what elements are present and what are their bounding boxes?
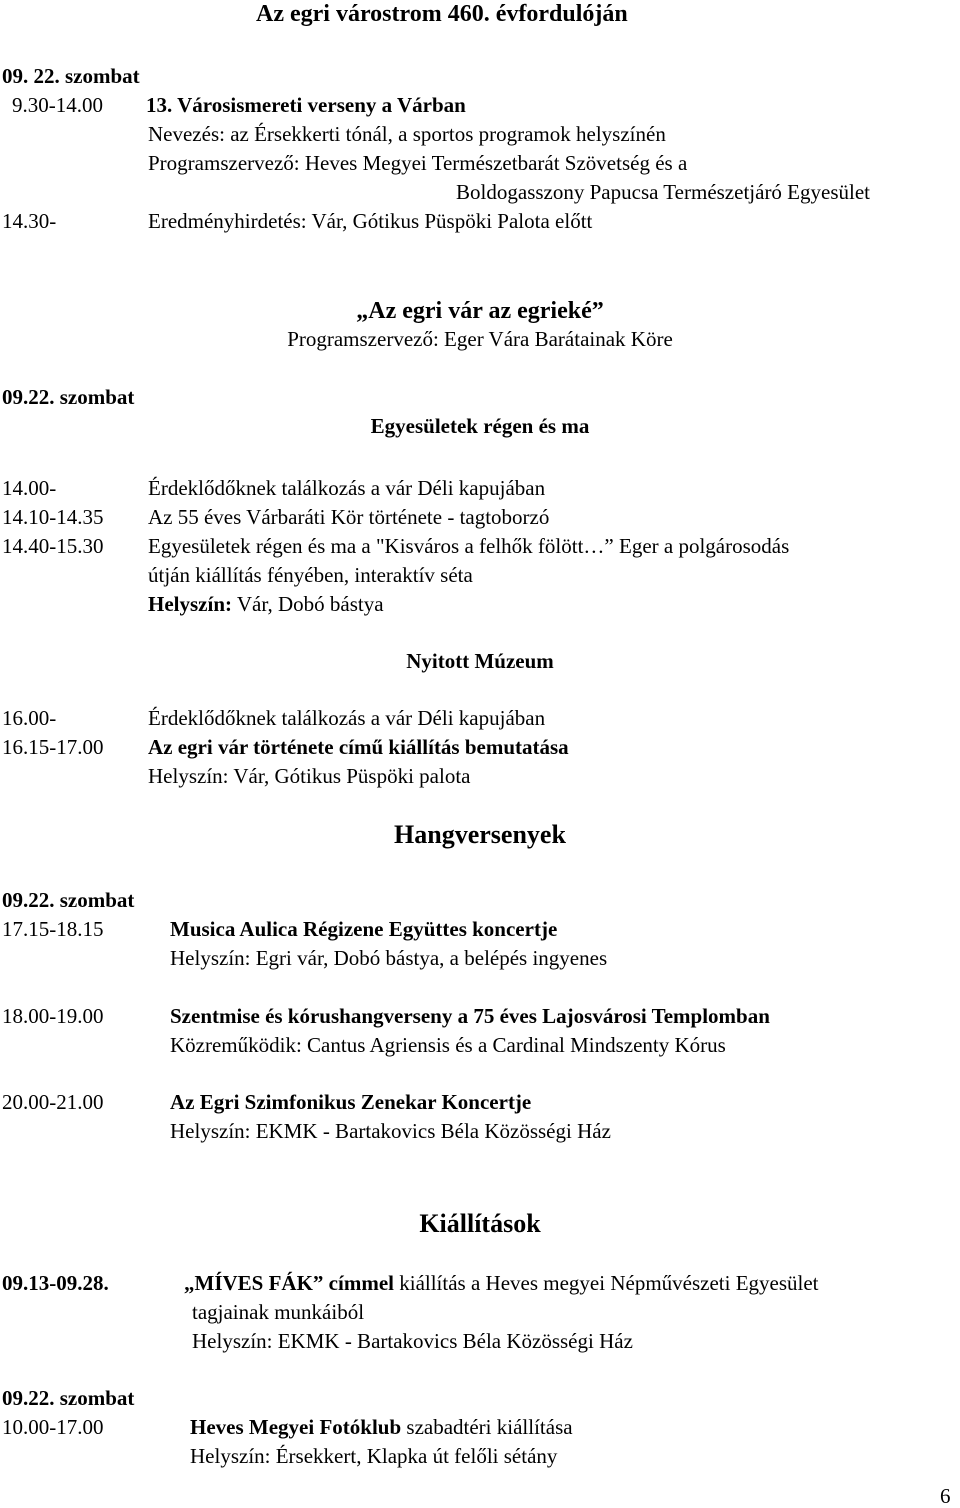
- section3-heading: Hangversenyek: [394, 820, 566, 849]
- event-time: 18.00-19.00: [2, 1004, 104, 1028]
- event-time: 20.00-21.00: [2, 1090, 104, 1114]
- event-location: Helyszín: EKMK - Bartakovics Béla Közösségi Ház: [192, 1329, 633, 1353]
- page-title: Az egri várostrom 460. évfordulóján: [256, 1, 628, 27]
- event-detail: Programszervező: Heves Megyei Természetbarát Szövetség és a: [148, 151, 688, 175]
- section4-date: 09.22. szombat: [2, 1386, 135, 1410]
- event-detail: Boldogasszony Papucsa Természetjáró Egyesület: [456, 180, 870, 204]
- event-time: 16.15-17.00: [2, 735, 104, 759]
- event-title: Musica Aulica Régizene Együttes koncertje: [170, 917, 558, 941]
- section1-date: 09. 22. szombat: [2, 64, 140, 88]
- location-value: Vár, Dobó bástya: [232, 592, 384, 616]
- event-title: 13. Városismereti verseny a Várban: [146, 93, 466, 117]
- section4-heading: Kiállítások: [419, 1209, 541, 1238]
- event-location: [148, 592, 384, 616]
- event-title: Egyesületek régen és ma a "Kisváros a felhők fölött…” Eger a polgárosodás: [148, 534, 790, 558]
- exhibition-name: „MÍVES FÁK” címmel: [184, 1271, 394, 1295]
- event-time: 17.15-18.15: [2, 917, 104, 941]
- event-title: Az egri vár története című kiállítás bemutatása: [148, 735, 569, 759]
- event-detail: Helyszín: EKMK - Bartakovics Béla Közösségi Ház: [170, 1119, 611, 1143]
- event-title: Szentmise és kórushangverseny a 75 éves Lajosvárosi Templomban: [170, 1004, 770, 1028]
- event-time: 14.40-15.30: [2, 534, 104, 558]
- event-title: Az Egri Szimfonikus Zenekar Koncertje: [170, 1090, 532, 1114]
- section3-date: 09.22. szombat: [2, 888, 135, 912]
- location-label: Helyszín:: [148, 592, 232, 616]
- event-detail: útján kiállítás fényében, interaktív séta: [148, 563, 473, 587]
- exhibition-name: Heves Megyei Fotóklub: [190, 1415, 402, 1439]
- event-time: 14.10-14.35: [2, 505, 104, 529]
- event-time: 10.00-17.00: [2, 1415, 104, 1439]
- section2-date: 09.22. szombat: [2, 385, 135, 409]
- event-time: 14.00-: [2, 476, 57, 500]
- event-title: Eredményhirdetés: Vár, Gótikus Püspöki Palota előtt: [148, 209, 593, 233]
- event-location: Helyszín: Érsekkert, Klapka út felőli sétány: [190, 1444, 558, 1468]
- event-detail: Helyszín: Egri vár, Dobó bástya, a belépés ingyenes: [170, 946, 608, 970]
- section2-organizer: Programszervező: Eger Vára Barátainak Köre: [287, 327, 673, 351]
- subheading: Nyitott Múzeum: [406, 649, 554, 673]
- event-time: 14.30-: [2, 209, 57, 233]
- event-time: 16.00-: [2, 706, 57, 730]
- event-time: 09.13-09.28.: [2, 1271, 109, 1295]
- event-detail: tagjainak munkáiból: [192, 1300, 365, 1324]
- event-title: Érdeklődőknek találkozás a vár Déli kapujában: [148, 706, 546, 730]
- exhibition-desc: szabadtéri kiállítása: [401, 1415, 573, 1439]
- exhibition-desc: kiállítás a Heves megyei Népművészeti Egyesület: [393, 1271, 819, 1295]
- event-title: [184, 1271, 819, 1295]
- event-time: 9.30-14.00: [12, 93, 103, 117]
- section2-heading: „Az egri vár az egrieké”: [356, 298, 604, 324]
- event-detail: Közreműködik: Cantus Agriensis és a Cardinal Mindszenty Kórus: [170, 1033, 726, 1057]
- subheading: Egyesületek régen és ma: [370, 414, 590, 438]
- page-number: 6: [940, 1484, 951, 1508]
- event-title: [190, 1415, 573, 1439]
- event-title: Az 55 éves Várbaráti Kör története - tagtoborzó: [148, 505, 550, 529]
- event-location: Helyszín: Vár, Gótikus Püspöki palota: [148, 764, 471, 788]
- event-detail: Nevezés: az Érsekkerti tónál, a sportos programok helyszínén: [148, 122, 666, 146]
- event-title: Érdeklődőknek találkozás a vár Déli kapujában: [148, 476, 546, 500]
